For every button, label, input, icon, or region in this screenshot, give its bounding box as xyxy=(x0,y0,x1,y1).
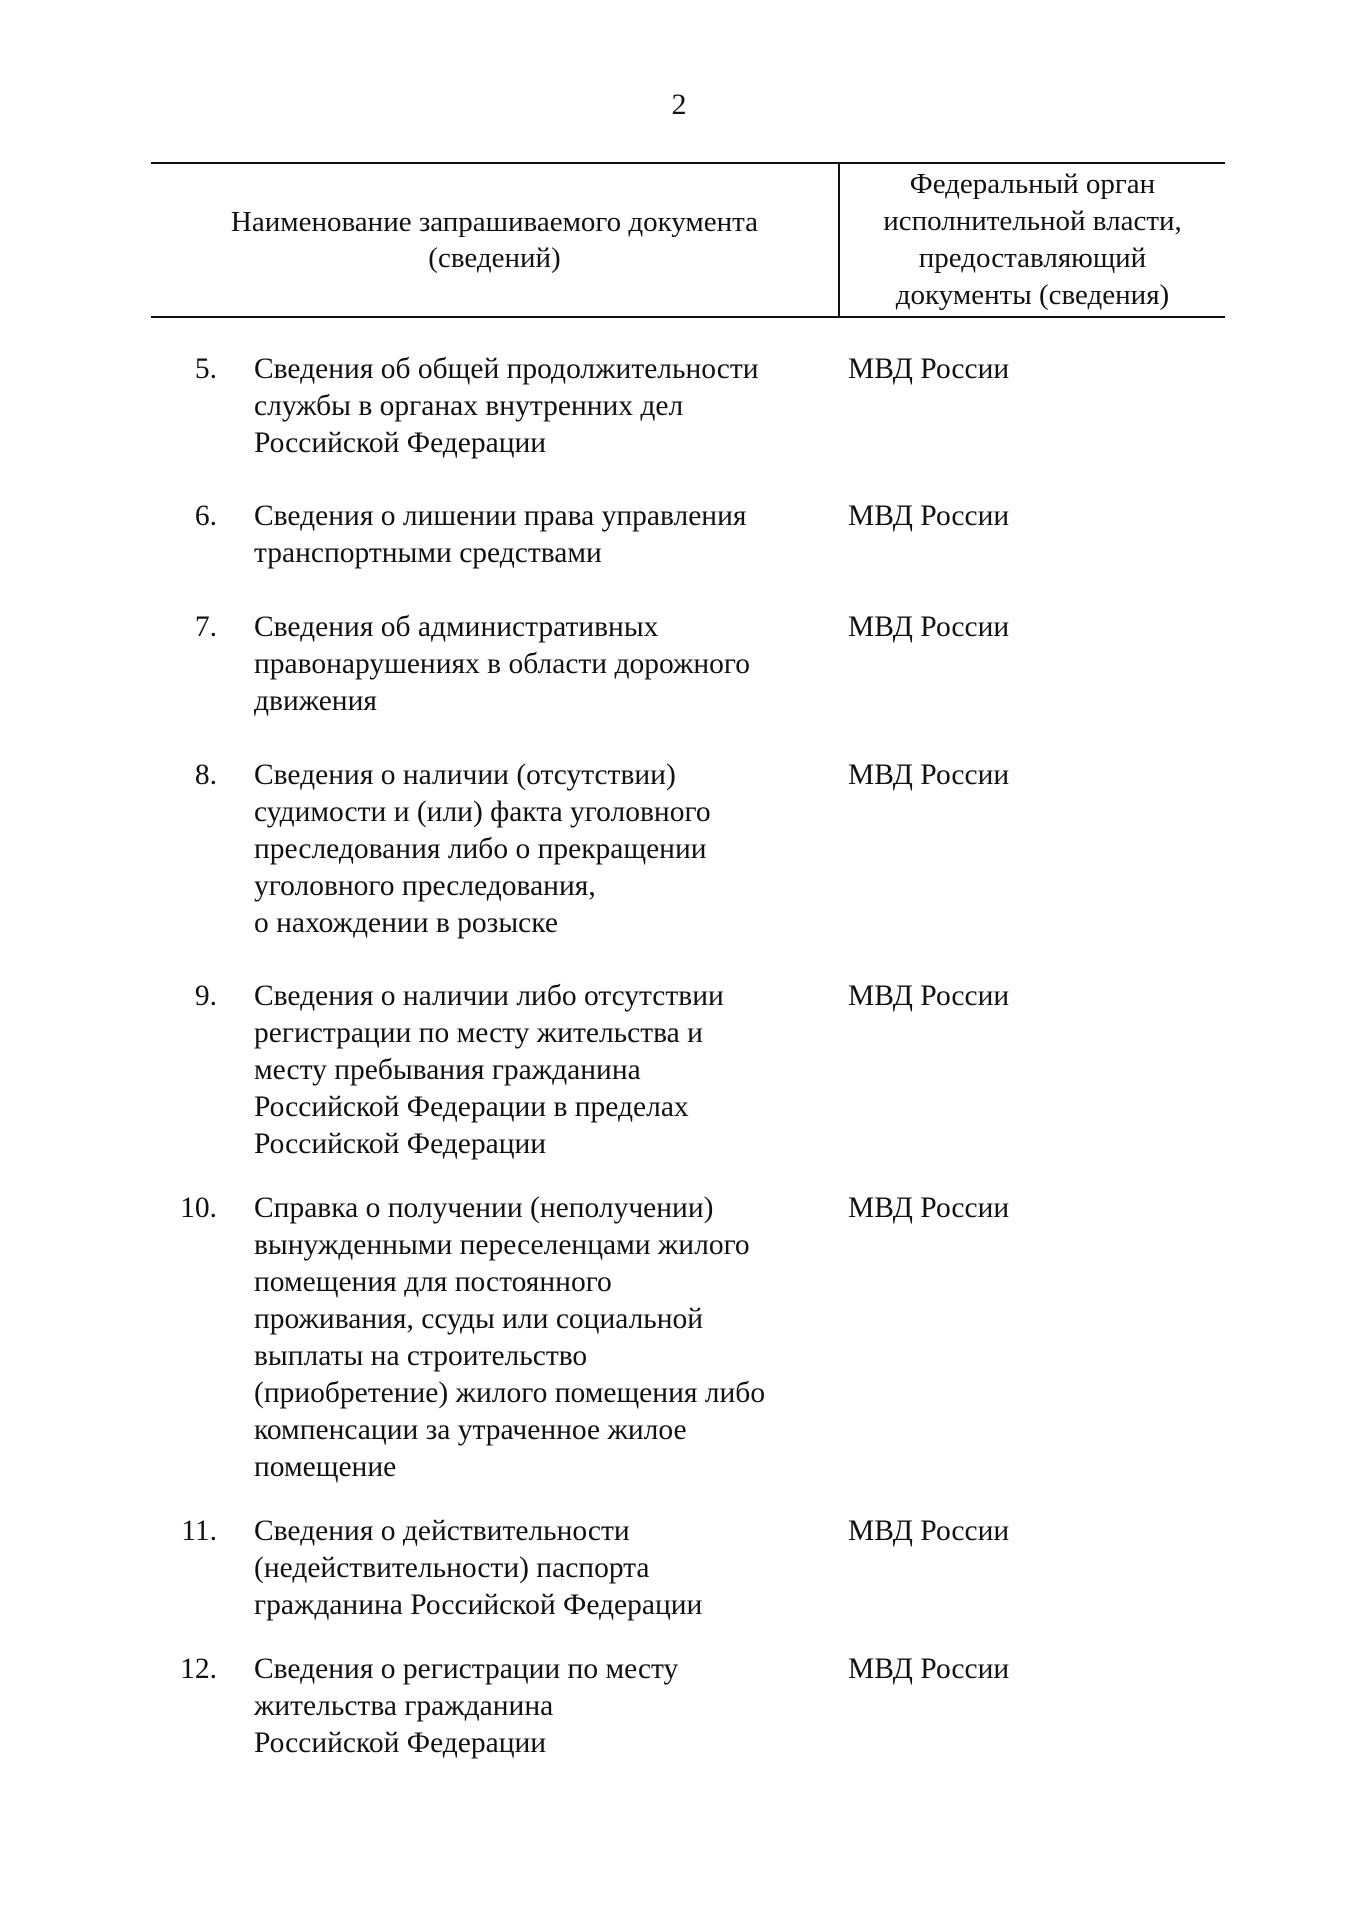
row-text-line: месту пребывания гражданина xyxy=(254,1054,641,1086)
row-text-line: Сведения об административных xyxy=(254,611,659,643)
row-text-line: (недействительности) паспорта xyxy=(254,1552,650,1584)
row-authority: МВД России xyxy=(848,353,1010,385)
row-document-name xyxy=(254,1513,834,1624)
row-authority: МВД России xyxy=(848,980,1010,1012)
row-document-name xyxy=(254,1190,834,1486)
row-text-line: Российской Федерации xyxy=(254,1727,547,1759)
row-text-line: Российской Федерации xyxy=(254,427,547,459)
row-text-line: Сведения о действительности xyxy=(254,1515,630,1547)
row-number: 8. xyxy=(194,759,217,791)
row-text-line: движения xyxy=(254,685,377,717)
row-document-name xyxy=(254,978,834,1163)
row-document-name xyxy=(254,351,834,462)
row-authority: МВД России xyxy=(848,611,1010,643)
header-document-name-line: (сведений) xyxy=(428,242,561,274)
row-document-name xyxy=(254,757,834,942)
row-number: 12. xyxy=(180,1653,217,1685)
row-text-line: Российской Федерации в пределах xyxy=(254,1091,689,1123)
row-text-line: транспортными средствами xyxy=(254,537,602,569)
page-number: 2 xyxy=(671,88,687,121)
row-authority: МВД России xyxy=(848,1653,1010,1685)
row-authority: МВД России xyxy=(848,1192,1010,1224)
row-number: 10. xyxy=(180,1192,217,1224)
header-authority-line: исполнительной власти, xyxy=(883,205,1182,237)
row-text-line: Сведения об общей продолжительности xyxy=(254,353,759,385)
row-text-line: о нахождении в розыске xyxy=(254,907,558,939)
row-text-line: Сведения о наличии (отсутствии) xyxy=(254,759,676,791)
row-number: 5. xyxy=(194,353,217,385)
row-text-line: Сведения о лишении права управления xyxy=(254,500,747,532)
row-text-line: помещение xyxy=(254,1451,397,1483)
row-document-name xyxy=(254,1651,834,1762)
row-document-name xyxy=(254,498,834,572)
header-authority-line: предоставляющий xyxy=(918,242,1147,274)
row-text-line: компенсации за утраченное жилое xyxy=(254,1414,687,1446)
row-text-line: службы в органах внутренних дел xyxy=(254,390,684,422)
row-text-line: судимости и (или) факта уголовного xyxy=(254,796,711,828)
row-text-line: выплаты на строительство xyxy=(254,1340,588,1372)
row-text-line: жительства гражданина xyxy=(254,1690,554,1722)
row-number: 7. xyxy=(194,611,217,643)
header-document-name-line: Наименование запрашиваемого документа xyxy=(230,206,759,238)
row-text-line: помещения для постоянного xyxy=(254,1266,612,1298)
row-document-name xyxy=(254,609,834,720)
row-number: 11. xyxy=(181,1515,217,1547)
row-text-line: проживания, ссуды или социальной xyxy=(254,1303,704,1335)
row-text-line: вынужденными переселенцами жилого xyxy=(254,1229,750,1261)
row-text-line: Справка о получении (неполучении) xyxy=(254,1192,714,1224)
row-text-line: гражданина Российской Федерации xyxy=(254,1589,703,1621)
row-text-line: преследования либо о прекращении xyxy=(254,833,707,865)
row-text-line: (приобретение) жилого помещения либо xyxy=(254,1377,766,1409)
header-authority-line: документы (сведения) xyxy=(895,279,1170,311)
row-text-line: регистрации по месту жительства и xyxy=(254,1017,703,1049)
row-number: 6. xyxy=(194,500,217,532)
row-authority: МВД России xyxy=(848,1515,1010,1547)
row-authority: МВД России xyxy=(848,759,1010,791)
header-document-name xyxy=(151,164,838,316)
header-authority xyxy=(840,164,1225,316)
table-header xyxy=(151,162,1225,318)
row-text-line: Сведения о регистрации по месту xyxy=(254,1653,679,1685)
row-text-line: Сведения о наличии либо отсутствии xyxy=(254,980,724,1012)
header-authority-line: Федеральный орган xyxy=(909,168,1156,200)
row-authority: МВД России xyxy=(848,500,1010,532)
row-text-line: правонарушениях в области дорожного xyxy=(254,648,751,680)
row-number: 9. xyxy=(194,980,217,1012)
row-text-line: Российской Федерации xyxy=(254,1128,547,1160)
row-text-line: уголовного преследования, xyxy=(254,870,596,902)
